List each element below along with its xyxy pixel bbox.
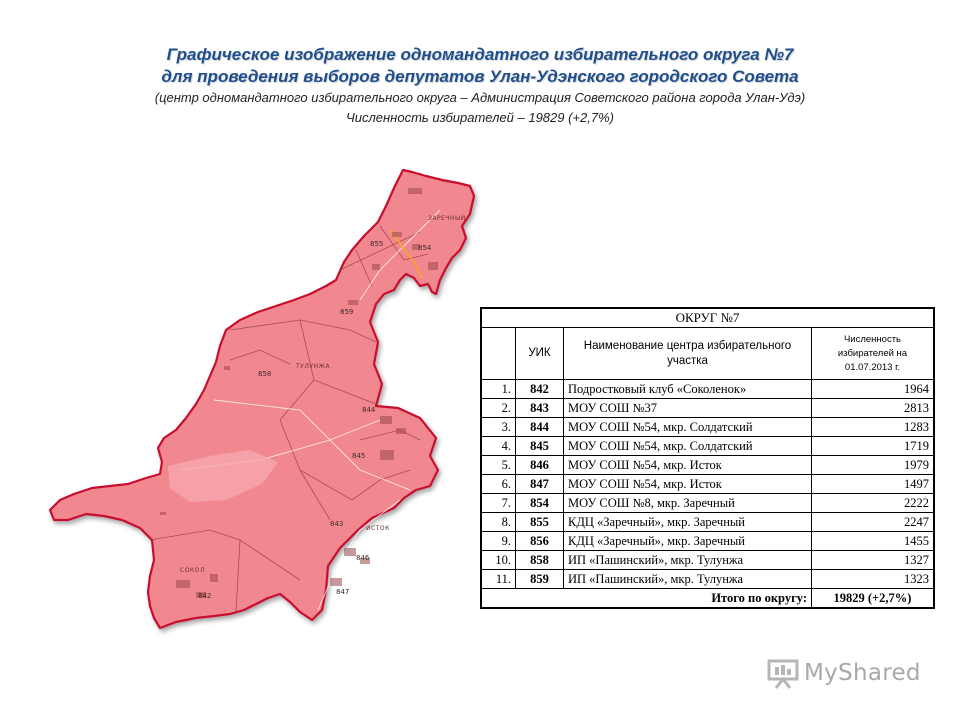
slide-subtitle-line-2: Численность избирателей – 19829 (+2,7%) bbox=[345, 110, 614, 125]
row-count-cell: 1719 bbox=[812, 437, 934, 456]
row-num-cell: 4. bbox=[482, 437, 516, 456]
row-uik-cell: 843 bbox=[516, 399, 564, 418]
row-num-cell: 1. bbox=[482, 380, 516, 399]
precinct-label-845: 845 bbox=[352, 452, 366, 460]
precinct-label-855: 855 bbox=[370, 240, 384, 248]
table-row bbox=[482, 532, 934, 551]
row-name-cell: Подростковый клуб «Соколенок» bbox=[564, 380, 812, 399]
header-name: Наименование центра избирательного участка bbox=[564, 328, 812, 380]
precinct-label-844: 844 bbox=[362, 406, 376, 414]
row-num-cell: 8. bbox=[482, 513, 516, 532]
precinct-label-843: 843 bbox=[330, 520, 344, 528]
district-boundary bbox=[50, 170, 474, 628]
table-row bbox=[482, 418, 934, 437]
row-num-cell: 5. bbox=[482, 456, 516, 475]
precinct-label-847: 847 bbox=[336, 588, 350, 596]
row-uik-cell: 859 bbox=[516, 570, 564, 589]
watermark-text: MyShared bbox=[804, 660, 921, 686]
table-row bbox=[482, 380, 934, 399]
row-name-cell: МОУ СОШ №54, мкр. Солдатский bbox=[564, 418, 812, 437]
table-row bbox=[482, 456, 934, 475]
row-num-cell: 3. bbox=[482, 418, 516, 437]
total-value: 19829 (+2,7%) bbox=[812, 589, 934, 608]
row-name-cell: КДЦ «Заречный», мкр. Заречный bbox=[564, 513, 812, 532]
row-name-cell: МОУ СОШ №54, мкр. Солдатский bbox=[564, 437, 812, 456]
row-uik-cell: 845 bbox=[516, 437, 564, 456]
row-uik-cell: 844 bbox=[516, 418, 564, 437]
area-label-tulunzha: ТУЛУНЖА bbox=[296, 363, 331, 370]
row-name-cell: КДЦ «Заречный», мкр. Заречный bbox=[564, 532, 812, 551]
row-uik-cell: 858 bbox=[516, 551, 564, 570]
row-count-cell: 1323 bbox=[812, 570, 934, 589]
area-label-istok: ИСТОК bbox=[366, 525, 390, 532]
header-count: Численность избирателей на 01.07.2013 г. bbox=[812, 328, 934, 380]
row-num-cell: 9. bbox=[482, 532, 516, 551]
row-count-cell: 1979 bbox=[812, 456, 934, 475]
header-num bbox=[482, 328, 516, 380]
row-uik-cell: 855 bbox=[516, 513, 564, 532]
precinct-label-859: 859 bbox=[340, 308, 354, 316]
table-row bbox=[482, 399, 934, 418]
precinct-table bbox=[481, 308, 934, 608]
row-count-cell: 2222 bbox=[812, 494, 934, 513]
table-body bbox=[482, 380, 934, 589]
table-caption-row bbox=[482, 309, 934, 328]
row-uik-cell: 856 bbox=[516, 532, 564, 551]
precinct-label-842: 842 bbox=[198, 592, 212, 600]
table-row bbox=[482, 437, 934, 456]
table-total-row bbox=[482, 589, 934, 608]
row-name-cell: МОУ СОШ №8, мкр. Заречный bbox=[564, 494, 812, 513]
row-uik-cell: 842 bbox=[516, 380, 564, 399]
area-label-zarechny: ЗАРЕЧНЫЙ bbox=[428, 215, 466, 222]
precinct-label-854: 854 bbox=[418, 244, 432, 252]
slide-title-line-1: Графическое изображение одномандатного избирательного округа №7 bbox=[166, 45, 794, 64]
row-uik-cell: 854 bbox=[516, 494, 564, 513]
precinct-label-858: 858 bbox=[258, 370, 272, 378]
row-num-cell: 6. bbox=[482, 475, 516, 494]
row-name-cell: МОУ СОШ №54, мкр. Исток bbox=[564, 475, 812, 494]
row-name-cell: ИП «Пашинский», мкр. Тулунжа bbox=[564, 551, 812, 570]
area-label-sokol: СОКОЛ bbox=[180, 567, 205, 574]
table-row bbox=[482, 475, 934, 494]
row-num-cell: 2. bbox=[482, 399, 516, 418]
row-count-cell: 1455 bbox=[812, 532, 934, 551]
slide-subtitle-line-1: (центр одномандатного избирательного округа – Администрация Советского района города Улан-Удэ) bbox=[154, 90, 806, 105]
header-uik: УИК bbox=[516, 328, 564, 380]
row-name-cell: ИП «Пашинский», мкр. Тулунжа bbox=[564, 570, 812, 589]
presentation-board-icon bbox=[766, 656, 800, 690]
row-count-cell: 1283 bbox=[812, 418, 934, 437]
row-count-cell: 1964 bbox=[812, 380, 934, 399]
precinct-label-846: 846 bbox=[356, 554, 370, 562]
table-row bbox=[482, 570, 934, 589]
row-count-cell: 2813 bbox=[812, 399, 934, 418]
row-name-cell: МОУ СОШ №54, мкр. Исток bbox=[564, 456, 812, 475]
table-row bbox=[482, 551, 934, 570]
table-caption: ОКРУГ №7 bbox=[482, 309, 934, 328]
table-row bbox=[482, 494, 934, 513]
table-row bbox=[482, 513, 934, 532]
row-count-cell: 1327 bbox=[812, 551, 934, 570]
row-count-cell: 1497 bbox=[812, 475, 934, 494]
row-num-cell: 10. bbox=[482, 551, 516, 570]
table-header-row bbox=[482, 328, 934, 380]
row-count-cell: 2247 bbox=[812, 513, 934, 532]
slide-title-line-2: для проведения выборов депутатов Улан-Удэнского городского Совета bbox=[161, 67, 799, 86]
total-label: Итого по округу: bbox=[482, 589, 812, 608]
row-num-cell: 7. bbox=[482, 494, 516, 513]
watermark bbox=[766, 656, 936, 696]
row-uik-cell: 846 bbox=[516, 456, 564, 475]
row-name-cell: МОУ СОШ №37 bbox=[564, 399, 812, 418]
row-uik-cell: 847 bbox=[516, 475, 564, 494]
row-num-cell: 11. bbox=[482, 570, 516, 589]
precinct-table-panel bbox=[480, 307, 935, 609]
